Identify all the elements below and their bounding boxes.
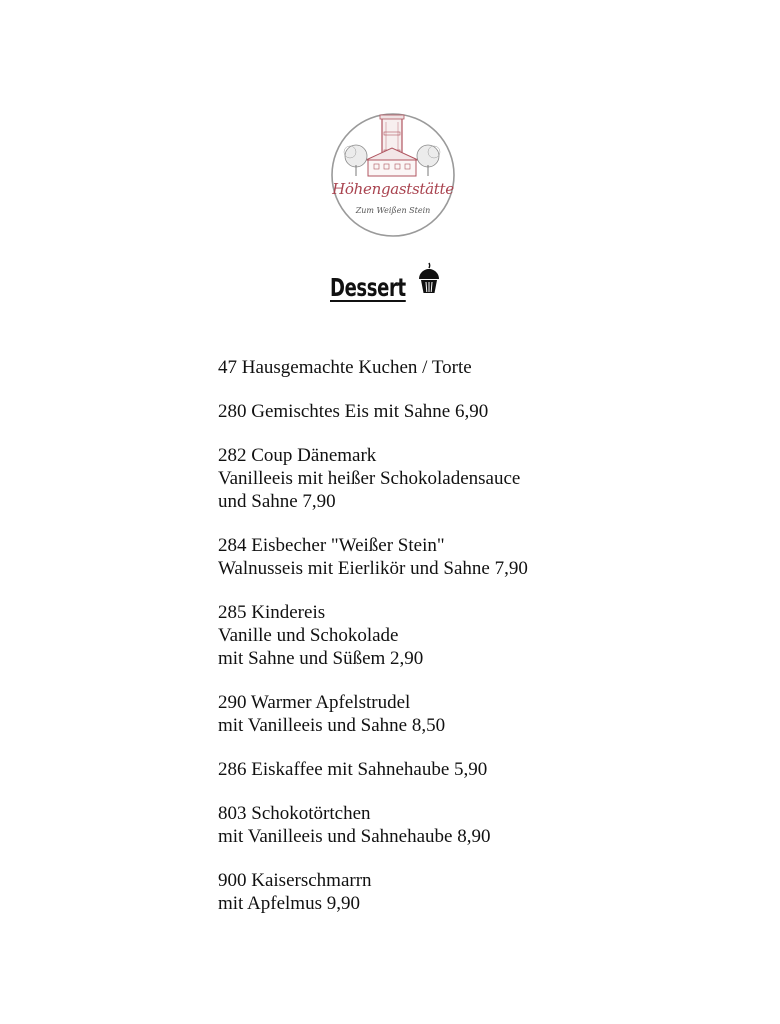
menu-item bbox=[218, 802, 738, 848]
menu-item-line: Vanille und Schokolade bbox=[218, 625, 399, 646]
menu-item-line: 286 Eiskaffee mit Sahnehaube 5,90 bbox=[218, 759, 488, 780]
menu-item bbox=[218, 869, 738, 915]
menu-item-line: 47 Hausgemachte Kuchen / Torte bbox=[218, 357, 472, 378]
menu-item bbox=[218, 691, 738, 737]
page-title: Dessert bbox=[330, 273, 406, 302]
menu-item-line: 290 Warmer Apfelstrudel bbox=[218, 692, 411, 713]
menu-item bbox=[218, 758, 738, 781]
menu-item-line: und Sahne 7,90 bbox=[218, 491, 336, 512]
menu-item-line: 803 Schokotörtchen bbox=[218, 803, 371, 824]
restaurant-logo bbox=[328, 110, 458, 240]
menu-item bbox=[218, 356, 738, 379]
menu-item bbox=[218, 534, 738, 580]
dessert-menu-list bbox=[218, 356, 738, 936]
section-heading bbox=[330, 262, 435, 304]
menu-item-line: Vanilleeis mit heißer Schokoladensauce bbox=[218, 468, 521, 489]
menu-item-line: mit Apfelmus 9,90 bbox=[218, 893, 360, 914]
menu-item-line: mit Vanilleeis und Sahnehaube 8,90 bbox=[218, 826, 491, 847]
menu-item bbox=[218, 444, 738, 513]
menu-item-line: mit Sahne und Süßem 2,90 bbox=[218, 648, 424, 669]
cupcake-icon bbox=[416, 262, 442, 294]
menu-item bbox=[218, 400, 738, 423]
menu-item-line: 284 Eisbecher "Weißer Stein" bbox=[218, 535, 445, 556]
menu-item bbox=[218, 601, 738, 670]
logo-name: Höhengaststätte bbox=[332, 180, 454, 198]
menu-item-line: mit Vanilleeis und Sahne 8,50 bbox=[218, 715, 446, 736]
logo-emblem bbox=[328, 110, 458, 240]
menu-item-line: 280 Gemischtes Eis mit Sahne 6,90 bbox=[218, 401, 489, 422]
menu-item-line: 900 Kaiserschmarrn bbox=[218, 870, 372, 891]
menu-item-line: Walnusseis mit Eierlikör und Sahne 7,90 bbox=[218, 558, 528, 579]
logo-subtitle: Zum Weißen Stein bbox=[355, 206, 431, 215]
menu-item-line: 282 Coup Dänemark bbox=[218, 445, 377, 466]
menu-item-line: 285 Kindereis bbox=[218, 602, 326, 623]
